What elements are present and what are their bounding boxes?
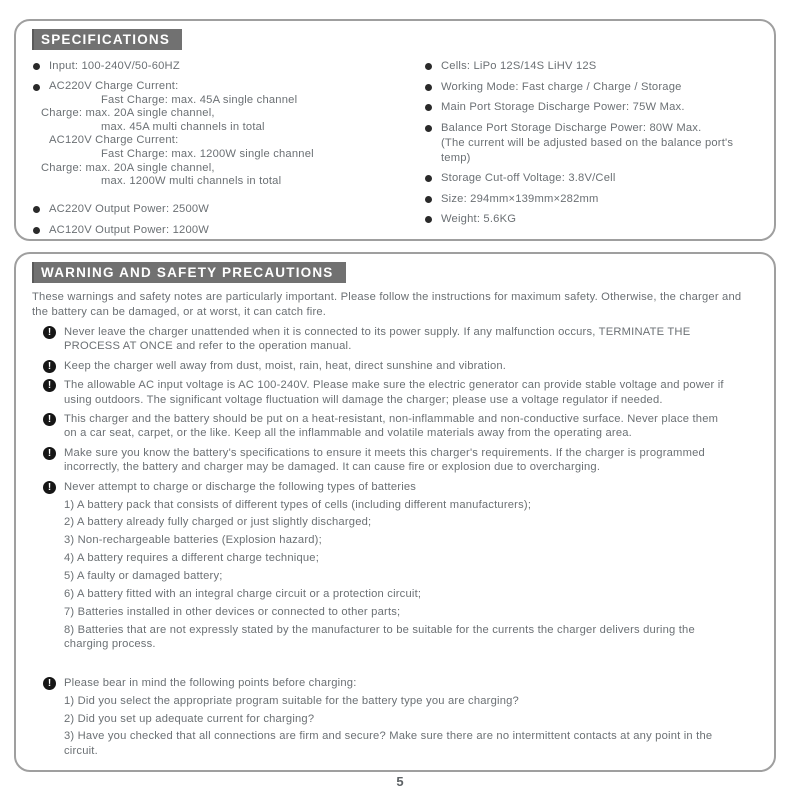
warning-item-before-charging bbox=[43, 676, 760, 759]
warning-intro: These warnings and safety notes are particularly important. Please follow the instructions for maximum safety. Otherwise, the charger and the battery can be damaged, or at worst, it can catch fire. bbox=[32, 291, 742, 318]
spec-item-cells bbox=[422, 59, 760, 74]
exclamation-icon: ! bbox=[43, 379, 56, 392]
warning-text bbox=[64, 676, 726, 759]
bullet-icon bbox=[425, 104, 432, 111]
spec-line: Charge: max. 20A single channel, bbox=[41, 161, 215, 174]
warning-subitem: 2) A battery already fully charged or just slightly discharged; bbox=[64, 516, 372, 529]
warning-item-battery-types bbox=[43, 480, 760, 652]
spec-line: Fast Charge: max. 1200W single channel bbox=[101, 147, 314, 160]
spec-item-text: Working Mode: Fast charge / Charge / Storage bbox=[441, 80, 682, 93]
warning-subitem: 2) Did you set up adequate current for charging? bbox=[64, 712, 315, 725]
spec-item-charge-current bbox=[30, 80, 422, 189]
warning-item bbox=[43, 446, 760, 475]
spec-item-working-mode bbox=[422, 80, 760, 95]
spec-line: Charge: max. 20A single channel, bbox=[41, 107, 215, 120]
spec-item-text: Storage Cut-off Voltage: 3.8V/Cell bbox=[441, 172, 616, 184]
warning-text: Never leave the charger unattended when it is connected to its power supply. If any malfunction occurs, TERMINATE THE PROCESS AT ONCE and refer to the operation manual. bbox=[64, 326, 691, 353]
page-number: 5 bbox=[396, 774, 404, 789]
spec-item-ac220v-output bbox=[30, 202, 422, 217]
spec-item-main-port bbox=[422, 100, 760, 115]
bullet-icon bbox=[33, 63, 40, 70]
warning-item bbox=[43, 359, 760, 373]
bullet-icon bbox=[33, 206, 40, 213]
bullet-icon bbox=[425, 125, 432, 132]
bullet-icon bbox=[425, 216, 432, 223]
spec-item-storage-cutoff bbox=[422, 171, 760, 186]
bullet-icon bbox=[425, 175, 432, 182]
warning-text: The allowable AC input voltage is AC 100-240V. Please make sure the electric generator can provide stable voltage and power if using outdoors. The significant voltage fluctuation will damage the charger; please use a voltage regulator if needed. bbox=[64, 379, 724, 406]
spec-item-size bbox=[422, 192, 760, 207]
spec-column-right bbox=[422, 59, 760, 244]
bullet-icon bbox=[425, 196, 432, 203]
warning-subitem: 8) Batteries that are not expressly stated by the manufacturer to be suitable for the currents the charger delivers during the charging process. bbox=[64, 623, 695, 651]
warning-text: Keep the charger well away from dust, moist, rain, heat, direct sunshine and vibration. bbox=[64, 359, 507, 372]
specifications-section bbox=[14, 19, 776, 241]
warning-text: This charger and the battery should be put on a heat-resistant, non-inflammable and non-conductive surface. Never place them on a car seat, carpet, or the like. Keep all the inflammable and volatile materials away from the operating area. bbox=[64, 413, 719, 440]
warning-title: WARNING AND SAFETY PRECAUTIONS bbox=[32, 262, 346, 283]
warning-subitem: 4) A battery requires a different charge technique; bbox=[64, 552, 320, 565]
warning-sublist bbox=[64, 498, 726, 652]
warning-lead: Never attempt to charge or discharge the following types of batteries bbox=[64, 480, 417, 493]
warning-item bbox=[43, 412, 760, 441]
spec-item-text bbox=[441, 121, 760, 166]
exclamation-icon: ! bbox=[43, 481, 56, 494]
warning-sublist bbox=[64, 694, 726, 759]
spec-item-text: Input: 100-240V/50-60HZ bbox=[49, 60, 180, 72]
spec-item-weight bbox=[422, 212, 760, 227]
exclamation-icon: ! bbox=[43, 360, 56, 373]
spec-item-text: Size: 294mm×139mm×282mm bbox=[441, 192, 599, 205]
spec-line: Balance Port Storage Discharge Power: 80W Max. bbox=[441, 121, 702, 134]
warning-text bbox=[64, 480, 726, 652]
warning-subitem: 3) Non-rechargeable batteries (Explosion hazard); bbox=[64, 534, 322, 547]
warning-section bbox=[14, 252, 776, 772]
spec-item-input bbox=[30, 59, 422, 74]
spec-item-text: AC220V Output Power: 2500W bbox=[49, 202, 210, 215]
specifications-columns bbox=[30, 59, 760, 244]
spec-line: AC120V Charge Current: bbox=[49, 134, 179, 147]
warning-item bbox=[43, 378, 760, 407]
spec-item-text: Weight: 5.6KG bbox=[441, 213, 517, 225]
warning-subitem: 3) Have you checked that all connections are firm and secure? Make sure there are no intermittent contacts at any point in the circuit. bbox=[64, 730, 713, 757]
spec-line: max. 1200W multi channels in total bbox=[101, 175, 282, 188]
spec-column-left bbox=[30, 59, 422, 244]
balance-port-note: (The current will be adjusted based on the balance port's temp) bbox=[441, 136, 734, 164]
spec-line: max. 45A multi channels in total bbox=[101, 120, 265, 133]
warning-subitem: 1) Did you select the appropriate program suitable for the battery type you are charging? bbox=[64, 694, 519, 707]
exclamation-icon: ! bbox=[43, 447, 56, 460]
spec-line: Fast Charge: max. 45A single channel bbox=[101, 93, 298, 106]
warning-subitem: 5) A faulty or damaged battery; bbox=[64, 570, 223, 583]
charge-current-lines bbox=[41, 80, 422, 189]
warning-lead: Please bear in mind the following points before charging: bbox=[64, 676, 357, 689]
warning-subitem: 6) A battery fitted with an integral charge circuit or a protection circuit; bbox=[64, 588, 422, 601]
spec-item-text: Main Port Storage Discharge Power: 75W Max. bbox=[441, 101, 685, 113]
bullet-icon bbox=[33, 227, 40, 234]
spec-item-text: Cells: LiPo 12S/14S LiHV 12S bbox=[441, 60, 597, 72]
exclamation-icon: ! bbox=[43, 413, 56, 426]
specifications-title: SPECIFICATIONS bbox=[32, 29, 182, 50]
exclamation-icon: ! bbox=[43, 677, 56, 690]
exclamation-icon: ! bbox=[43, 326, 56, 339]
warning-text: Make sure you know the battery's specifications to ensure it meets this charger's requirements. If the charger is programmed incorrectly, the battery and charger may be damaged. It can cause fire or explosion due to overcharging. bbox=[64, 446, 705, 474]
spec-item-text: AC120V Output Power: 1200W bbox=[49, 223, 210, 236]
spec-item-ac120v-output bbox=[30, 223, 422, 238]
bullet-icon bbox=[425, 63, 432, 70]
bullet-icon bbox=[33, 84, 40, 91]
spec-line: AC220V Charge Current: bbox=[49, 80, 179, 92]
bullet-icon bbox=[425, 84, 432, 91]
spec-item-balance-port bbox=[422, 121, 760, 166]
warning-item bbox=[43, 325, 760, 354]
warning-subitem: 7) Batteries installed in other devices or connected to other parts; bbox=[64, 606, 401, 618]
warning-subitem: 1) A battery pack that consists of different types of cells (including different manufacturers); bbox=[64, 498, 532, 511]
